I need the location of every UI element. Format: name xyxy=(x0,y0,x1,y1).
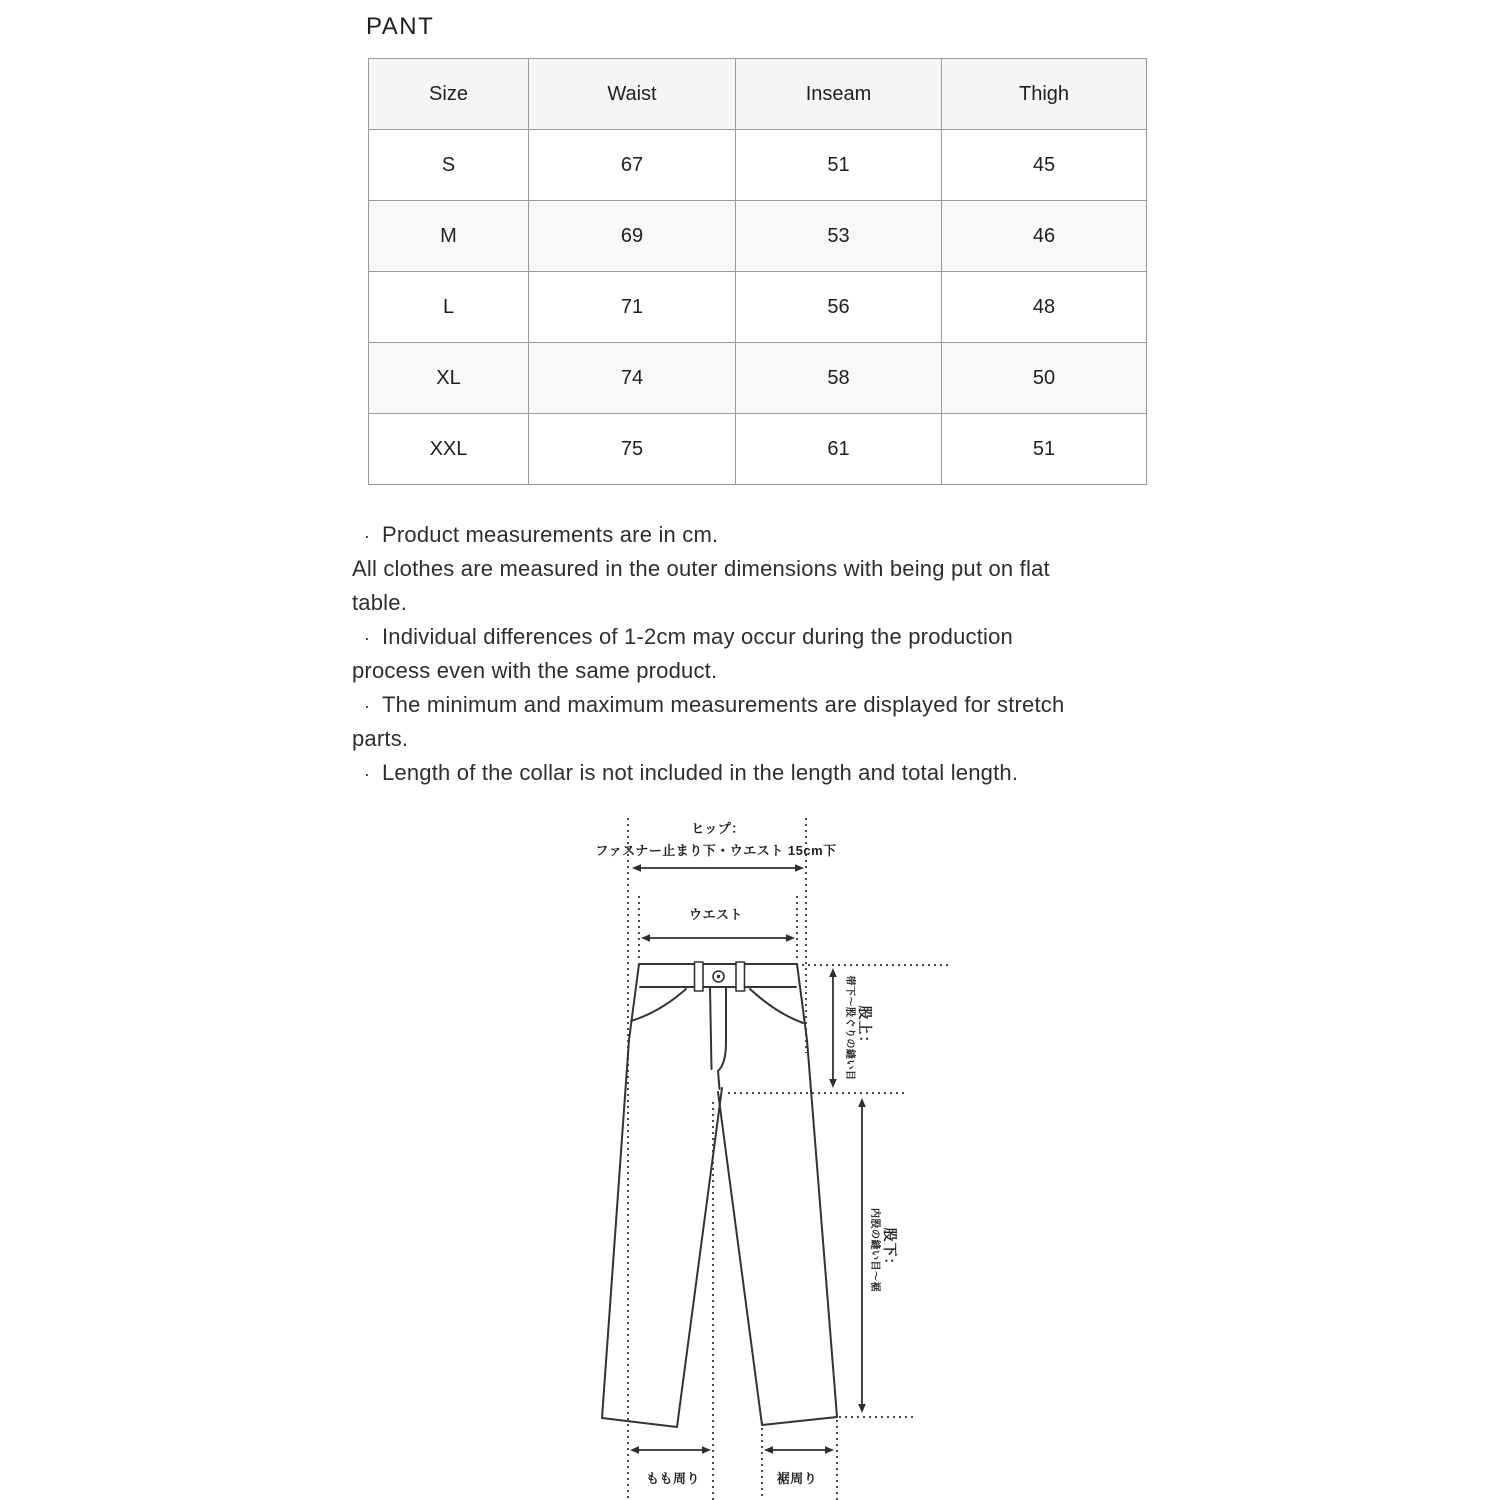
table-row xyxy=(369,201,1147,272)
note-line: table. xyxy=(352,590,408,615)
inseam-cell: 53 xyxy=(736,201,942,272)
inseam-cell: 51 xyxy=(736,130,942,201)
bullet-dot: · xyxy=(363,696,371,716)
waist-cell: 67 xyxy=(529,130,736,201)
table-row xyxy=(369,130,1147,201)
pants-diagram-svg xyxy=(540,810,1150,1500)
waist-label: ウエスト xyxy=(688,907,744,922)
column-header-waist: Waist xyxy=(529,59,736,130)
table-row xyxy=(369,272,1147,343)
waist-cell: 71 xyxy=(529,272,736,343)
bullet-dot: · xyxy=(363,764,371,784)
thigh-cell: 46 xyxy=(942,201,1147,272)
size-cell: XXL xyxy=(369,414,529,485)
measurement-notes xyxy=(352,518,1064,790)
bullet-dot: · xyxy=(363,628,371,648)
thigh-cell: 51 xyxy=(942,414,1147,485)
note-line: · Individual differences of 1-2cm may occur during the production xyxy=(352,620,1064,654)
inseam-label-group xyxy=(868,1208,898,1292)
table-header-row xyxy=(369,59,1147,130)
rise-label: 股上： xyxy=(857,1005,873,1051)
thigh-cell: 45 xyxy=(942,130,1147,201)
hip-label: ヒップ： xyxy=(691,821,745,836)
thigh-width-label: もも周り xyxy=(645,1471,701,1486)
inseam-sublabel: 内股の縫い目～裾 xyxy=(869,1208,881,1292)
column-header-inseam: Inseam xyxy=(736,59,942,130)
inseam-cell: 56 xyxy=(736,272,942,343)
size-cell: L xyxy=(369,272,529,343)
waist-cell: 75 xyxy=(529,414,736,485)
rise-label-group xyxy=(843,976,873,1081)
note-line: All clothes are measured in the outer dimensions with being put on flat xyxy=(352,556,1050,581)
column-header-thigh: Thigh xyxy=(942,59,1147,130)
inseam-cell: 61 xyxy=(736,414,942,485)
waist-cell: 74 xyxy=(529,343,736,414)
hem-width-label: 裾周り xyxy=(776,1471,818,1486)
waist-cell: 69 xyxy=(529,201,736,272)
note-line: · The minimum and maximum measurements are displayed for stretch xyxy=(352,688,1064,722)
hip-sublabel: ファスナー止まり下・ウエスト 15cm下 xyxy=(595,843,837,858)
inseam-cell: 58 xyxy=(736,343,942,414)
measure-arrows xyxy=(630,864,866,1454)
thigh-cell: 50 xyxy=(942,343,1147,414)
rise-sublabel: 帯下～股ぐりの縫い目 xyxy=(844,975,856,1081)
table-row xyxy=(369,343,1147,414)
dashed-guides xyxy=(628,818,950,1500)
thigh-cell: 48 xyxy=(942,272,1147,343)
size-cell: XL xyxy=(369,343,529,414)
table-row xyxy=(369,414,1147,485)
note-line: · Length of the collar is not included in the length and total length. xyxy=(352,756,1064,790)
page-title: PANT xyxy=(366,13,435,40)
inseam-label: 股下： xyxy=(882,1227,898,1273)
note-line: · Product measurements are in cm. xyxy=(352,518,1064,552)
size-table xyxy=(368,58,1147,485)
size-cell: M xyxy=(369,201,529,272)
pants-outline xyxy=(602,962,837,1427)
size-cell: S xyxy=(369,130,529,201)
bullet-dot: · xyxy=(363,526,371,546)
pants-measurement-diagram xyxy=(540,810,1150,1500)
column-header-size: Size xyxy=(369,59,529,130)
note-line: parts. xyxy=(352,726,409,751)
note-line: process even with the same product. xyxy=(352,658,718,683)
